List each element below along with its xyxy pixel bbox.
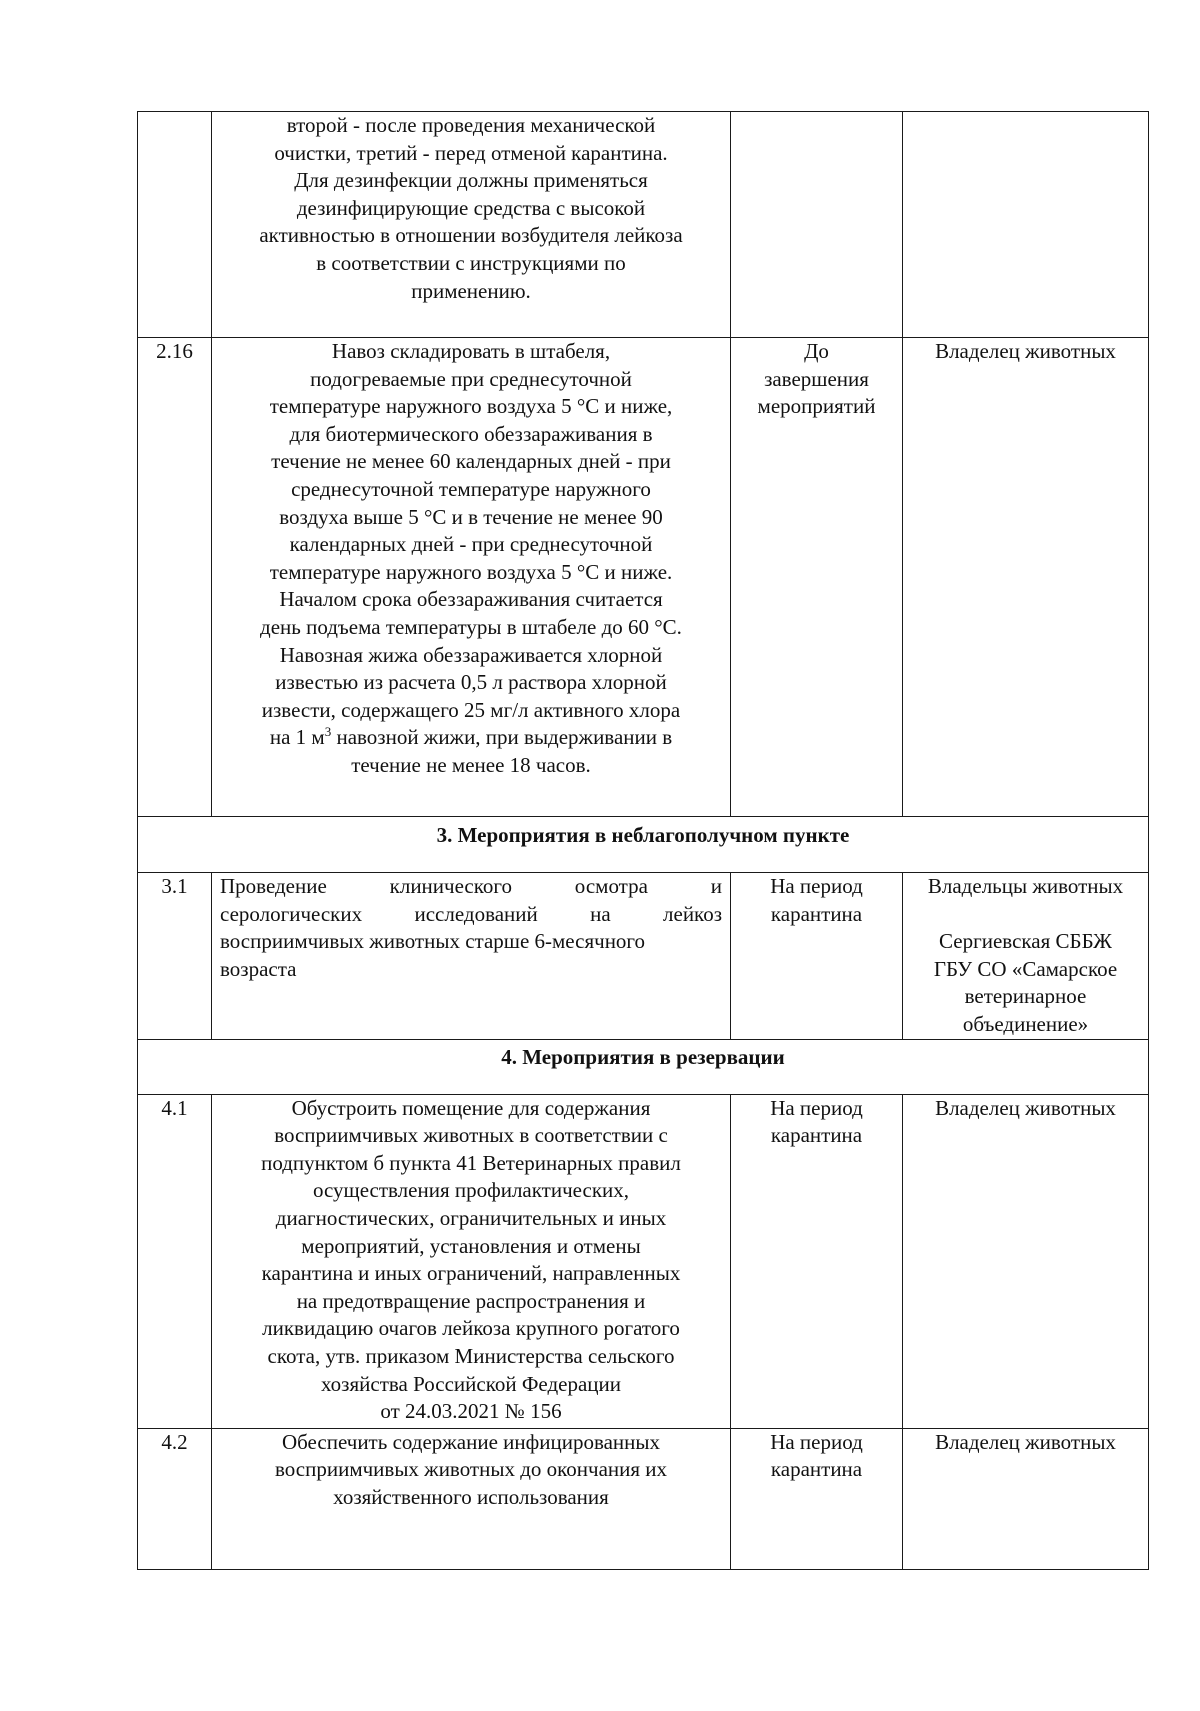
text-line: течение не менее 18 часов. xyxy=(351,752,591,777)
term-line: До xyxy=(804,339,829,363)
text-line: Началом срока обеззараживания считается xyxy=(279,587,663,612)
text-line: очистки, третий - перед отменой карантина. xyxy=(274,140,668,165)
responsible-text: Владельцы животных xyxy=(927,874,1124,898)
row-number: 4.1 xyxy=(138,1094,212,1428)
text-line: осуществления профилактических, xyxy=(312,1178,630,1203)
text-line: второй - после проведения механической xyxy=(286,113,656,137)
text-line: скота, утв. приказом Министерства сельского xyxy=(267,1343,675,1368)
text-line: календарных дней - при среднесуточной xyxy=(289,532,653,557)
text-line: для биотермического обеззараживания в xyxy=(289,421,653,446)
term-line: карантина xyxy=(770,1457,863,1482)
table-row-3-1 xyxy=(138,873,1149,1040)
text-line: подпунктом б пункта 41 Ветеринарных правил xyxy=(261,1150,681,1175)
measure-cell xyxy=(212,1428,731,1569)
term-cell xyxy=(731,1428,903,1569)
text-line: серологических исследований на лейкоз xyxy=(220,901,722,926)
measure-cell xyxy=(212,338,731,817)
text-line: среднесуточной температуре наружного xyxy=(291,476,651,501)
text-line: течение не менее 60 календарных дней - при xyxy=(271,449,671,474)
num-cell xyxy=(138,112,212,338)
responsible-text: Владелец животных xyxy=(935,1095,1116,1120)
responsible-cell xyxy=(903,338,1149,817)
term-line: карантина xyxy=(770,1123,863,1148)
term-cell xyxy=(731,112,903,338)
term-line: мероприятий xyxy=(757,394,876,419)
text-line: воздуха выше 5 °С и в течение не менее 90 xyxy=(279,504,663,529)
text-line: Навозная жижа обеззараживается хлорной xyxy=(279,642,663,667)
text-line: подогреваемые при среднесуточной xyxy=(310,366,632,391)
text-line: восприимчивых животных до окончания их xyxy=(274,1457,668,1482)
measures-table xyxy=(137,111,1149,1570)
responsible-text: Владелец животных xyxy=(935,1429,1116,1454)
text-line: диагностических, ограничительных и иных xyxy=(275,1205,667,1230)
text-line: день подъема температуры в штабеле до 60 °С. xyxy=(260,614,682,639)
responsible-cell xyxy=(903,112,1149,338)
term-line: На период xyxy=(770,1095,863,1120)
term-line: На период xyxy=(770,1429,863,1454)
text-line xyxy=(212,724,730,752)
responsible-cell xyxy=(903,873,1149,1040)
superscript: 3 xyxy=(324,724,332,740)
text-line: Для дезинфекции должны применяться xyxy=(294,168,648,193)
text-line: возраста xyxy=(220,956,297,981)
term-cell xyxy=(731,338,903,817)
measure-cell xyxy=(212,873,731,1040)
term-line: завершения xyxy=(764,366,869,391)
text-line: карантина и иных ограничений, направленных xyxy=(261,1261,681,1286)
text-line: Обустроить помещение для содержания xyxy=(291,1095,651,1120)
text-line: мероприятий, установления и отмены xyxy=(301,1233,641,1258)
text-line: хозяйственного использования xyxy=(333,1484,609,1509)
text-line: известью из расчета 0,5 л раствора хлорной xyxy=(275,670,667,695)
text-line: извести, содержащего 25 мг/л активного хлора xyxy=(261,697,681,722)
text-line: от 24.03.2021 № 156 xyxy=(380,1399,562,1424)
text-line: активностью в отношении возбудителя лейкоза xyxy=(259,223,683,248)
text-fragment: на 1 м xyxy=(269,725,325,750)
row-number: 3.1 xyxy=(138,873,212,1040)
text-line: дезинфицирующие средства с высокой xyxy=(296,195,646,220)
section-title: 4. Мероприятия в резервации xyxy=(138,1039,1149,1094)
text-line: ликвидацию очагов лейкоза крупного рогатого xyxy=(262,1316,680,1341)
text-line: Проведение клинического осмотра и xyxy=(220,874,722,898)
text-line: восприимчивых животных старше 6-месячного xyxy=(220,929,646,954)
row-number: 4.2 xyxy=(138,1428,212,1569)
text-line: температуре наружного воздуха 5 °С и ниже. xyxy=(269,559,673,584)
table-row-4-2 xyxy=(138,1428,1149,1569)
section-title: 3. Мероприятия в неблагополучном пункте xyxy=(138,817,1149,873)
row-number: 2.16 xyxy=(138,338,212,817)
text-line: хозяйства Российской Федерации xyxy=(320,1371,622,1396)
text-line: температуре наружного воздуха 5 °С и ниже, xyxy=(269,394,673,419)
text-line: применению. xyxy=(411,278,531,303)
section-row-4 xyxy=(138,1039,1149,1094)
text-line: в соответствии с инструкциями по xyxy=(316,250,626,275)
table-row-continuation xyxy=(138,112,1149,338)
term-line: На период xyxy=(770,874,863,898)
responsible-cell xyxy=(903,1428,1149,1569)
responsible-text: Сергиевская СББЖ xyxy=(939,929,1112,954)
text-line: Навоз складировать в штабеля, xyxy=(331,339,611,363)
responsible-text: объединение» xyxy=(962,1011,1089,1036)
term-cell xyxy=(731,1094,903,1428)
text-line: на предотвращение распространения и xyxy=(296,1288,646,1313)
measure-cell xyxy=(212,1094,731,1428)
table-row-4-1 xyxy=(138,1094,1149,1428)
table-row-2-16 xyxy=(138,338,1149,817)
responsible-cell xyxy=(903,1094,1149,1428)
responsible-text: Владелец животных xyxy=(935,339,1116,363)
term-line: карантина xyxy=(770,901,863,926)
text-fragment: навозной жижи, при выдерживании в xyxy=(331,725,673,750)
measure-cell xyxy=(212,112,731,338)
term-cell xyxy=(731,873,903,1040)
responsible-text: ветеринарное xyxy=(964,984,1087,1009)
responsible-text: ГБУ СО «Самарское xyxy=(933,956,1118,981)
text-line: Обеспечить содержание инфицированных xyxy=(281,1429,661,1454)
text-line: восприимчивых животных в соответствии с xyxy=(274,1123,668,1148)
section-row-3 xyxy=(138,817,1149,873)
